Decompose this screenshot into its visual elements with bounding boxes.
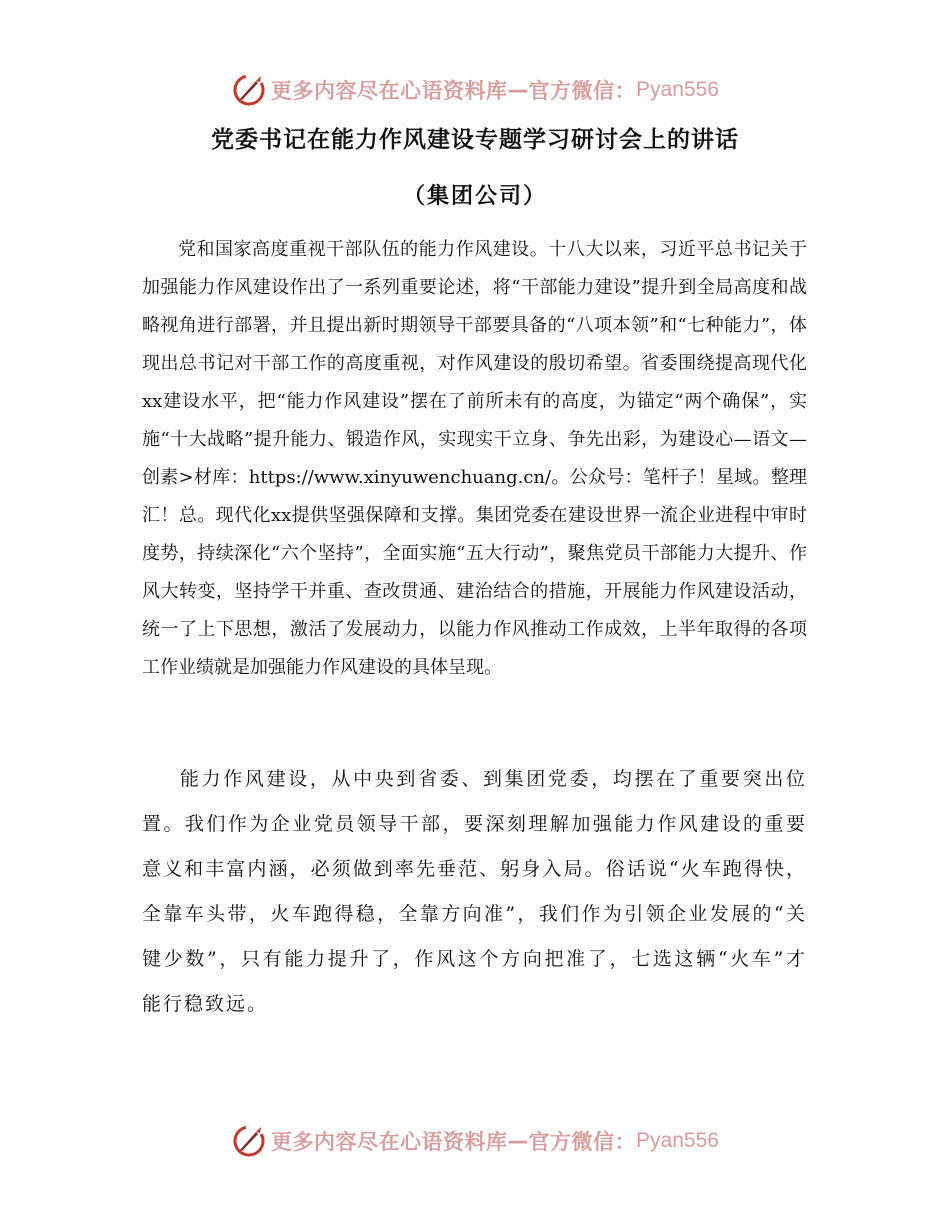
banner-wechat-id: Pyan556 [636,78,719,101]
document-title: 党委书记在能力作风建设专题学习研讨会上的讲话 [211,127,739,153]
banner-dash: — [507,78,529,102]
footer-banner [0,1118,950,1164]
banner-wechat-id: Pyan556 [636,1129,719,1152]
body-paragraph-2: 能力作风建设，从中央到省委、到集团党委，均摆在了重要突出位置。我们作为企业党员领导干部，要深刻理解加强能力作风建设的重要意义和丰富内涵，必须做到率先垂范、躬身入局。俗话说“火车跑得快，全靠车头带，火车跑得稳，全靠方向准”，我们作为引领企业发展的“关键少数”，只有能力提升了，作风这个方向把准了，七选这辆“火车”才能行稳致远。 [142,768,807,1015]
banner-label: 官方微信： [528,79,637,103]
quill-logo-icon [231,72,267,108]
banner-label: 官方微信： [528,1130,637,1154]
body-paragraph-1: 党和国家高度重视干部队伍的能力作风建设。十八大以来，习近平总书记关于加强能力作风建设作出了一系列重要论述，将“干部能力建设”提升到全局高度和战略视角进行部署，并且提出新时期领导干部要具备的“八项本领”和“七种能力”，体现出总书记对干部工作的高度重视，对作风建设的殷切希望。省委围绕提高现代化xx建设水平，把“能力作风建设”摆在了前所未有的高度，为锚定“两个确保”，实施“十大战略”提升能力、锻造作风，实现实干立身、争先出彩，为建设心—语文—创素>材库：https://www.xinyuwenchuang.cn/。公众号：笔杆子！星域。整理汇！总。现代化xx提供坚强保障和支撑。集团党委在建设世界一流企业进程中审时度势，持续深化“六个坚持”，全面实施“五大行动”，聚焦党员干部能力大提升、作风大转变，坚持学干并重、查改贯通、建治结合的措施，开展能力作风建设活动，统一了上下思想，激活了发展动力，以能力作风推动工作成效，上半年取得的各项工作业绩就是加强能力作风建设的具体呈现。 [142,239,807,678]
quill-logo-icon [231,1123,267,1159]
document-subtitle: （集团公司） [402,184,547,209]
banner-text: 更多内容尽在心语资料库 [271,1130,508,1154]
banner-text: 更多内容尽在心语资料库 [271,79,508,103]
banner-dash: — [507,1129,529,1153]
header-banner [0,67,950,113]
